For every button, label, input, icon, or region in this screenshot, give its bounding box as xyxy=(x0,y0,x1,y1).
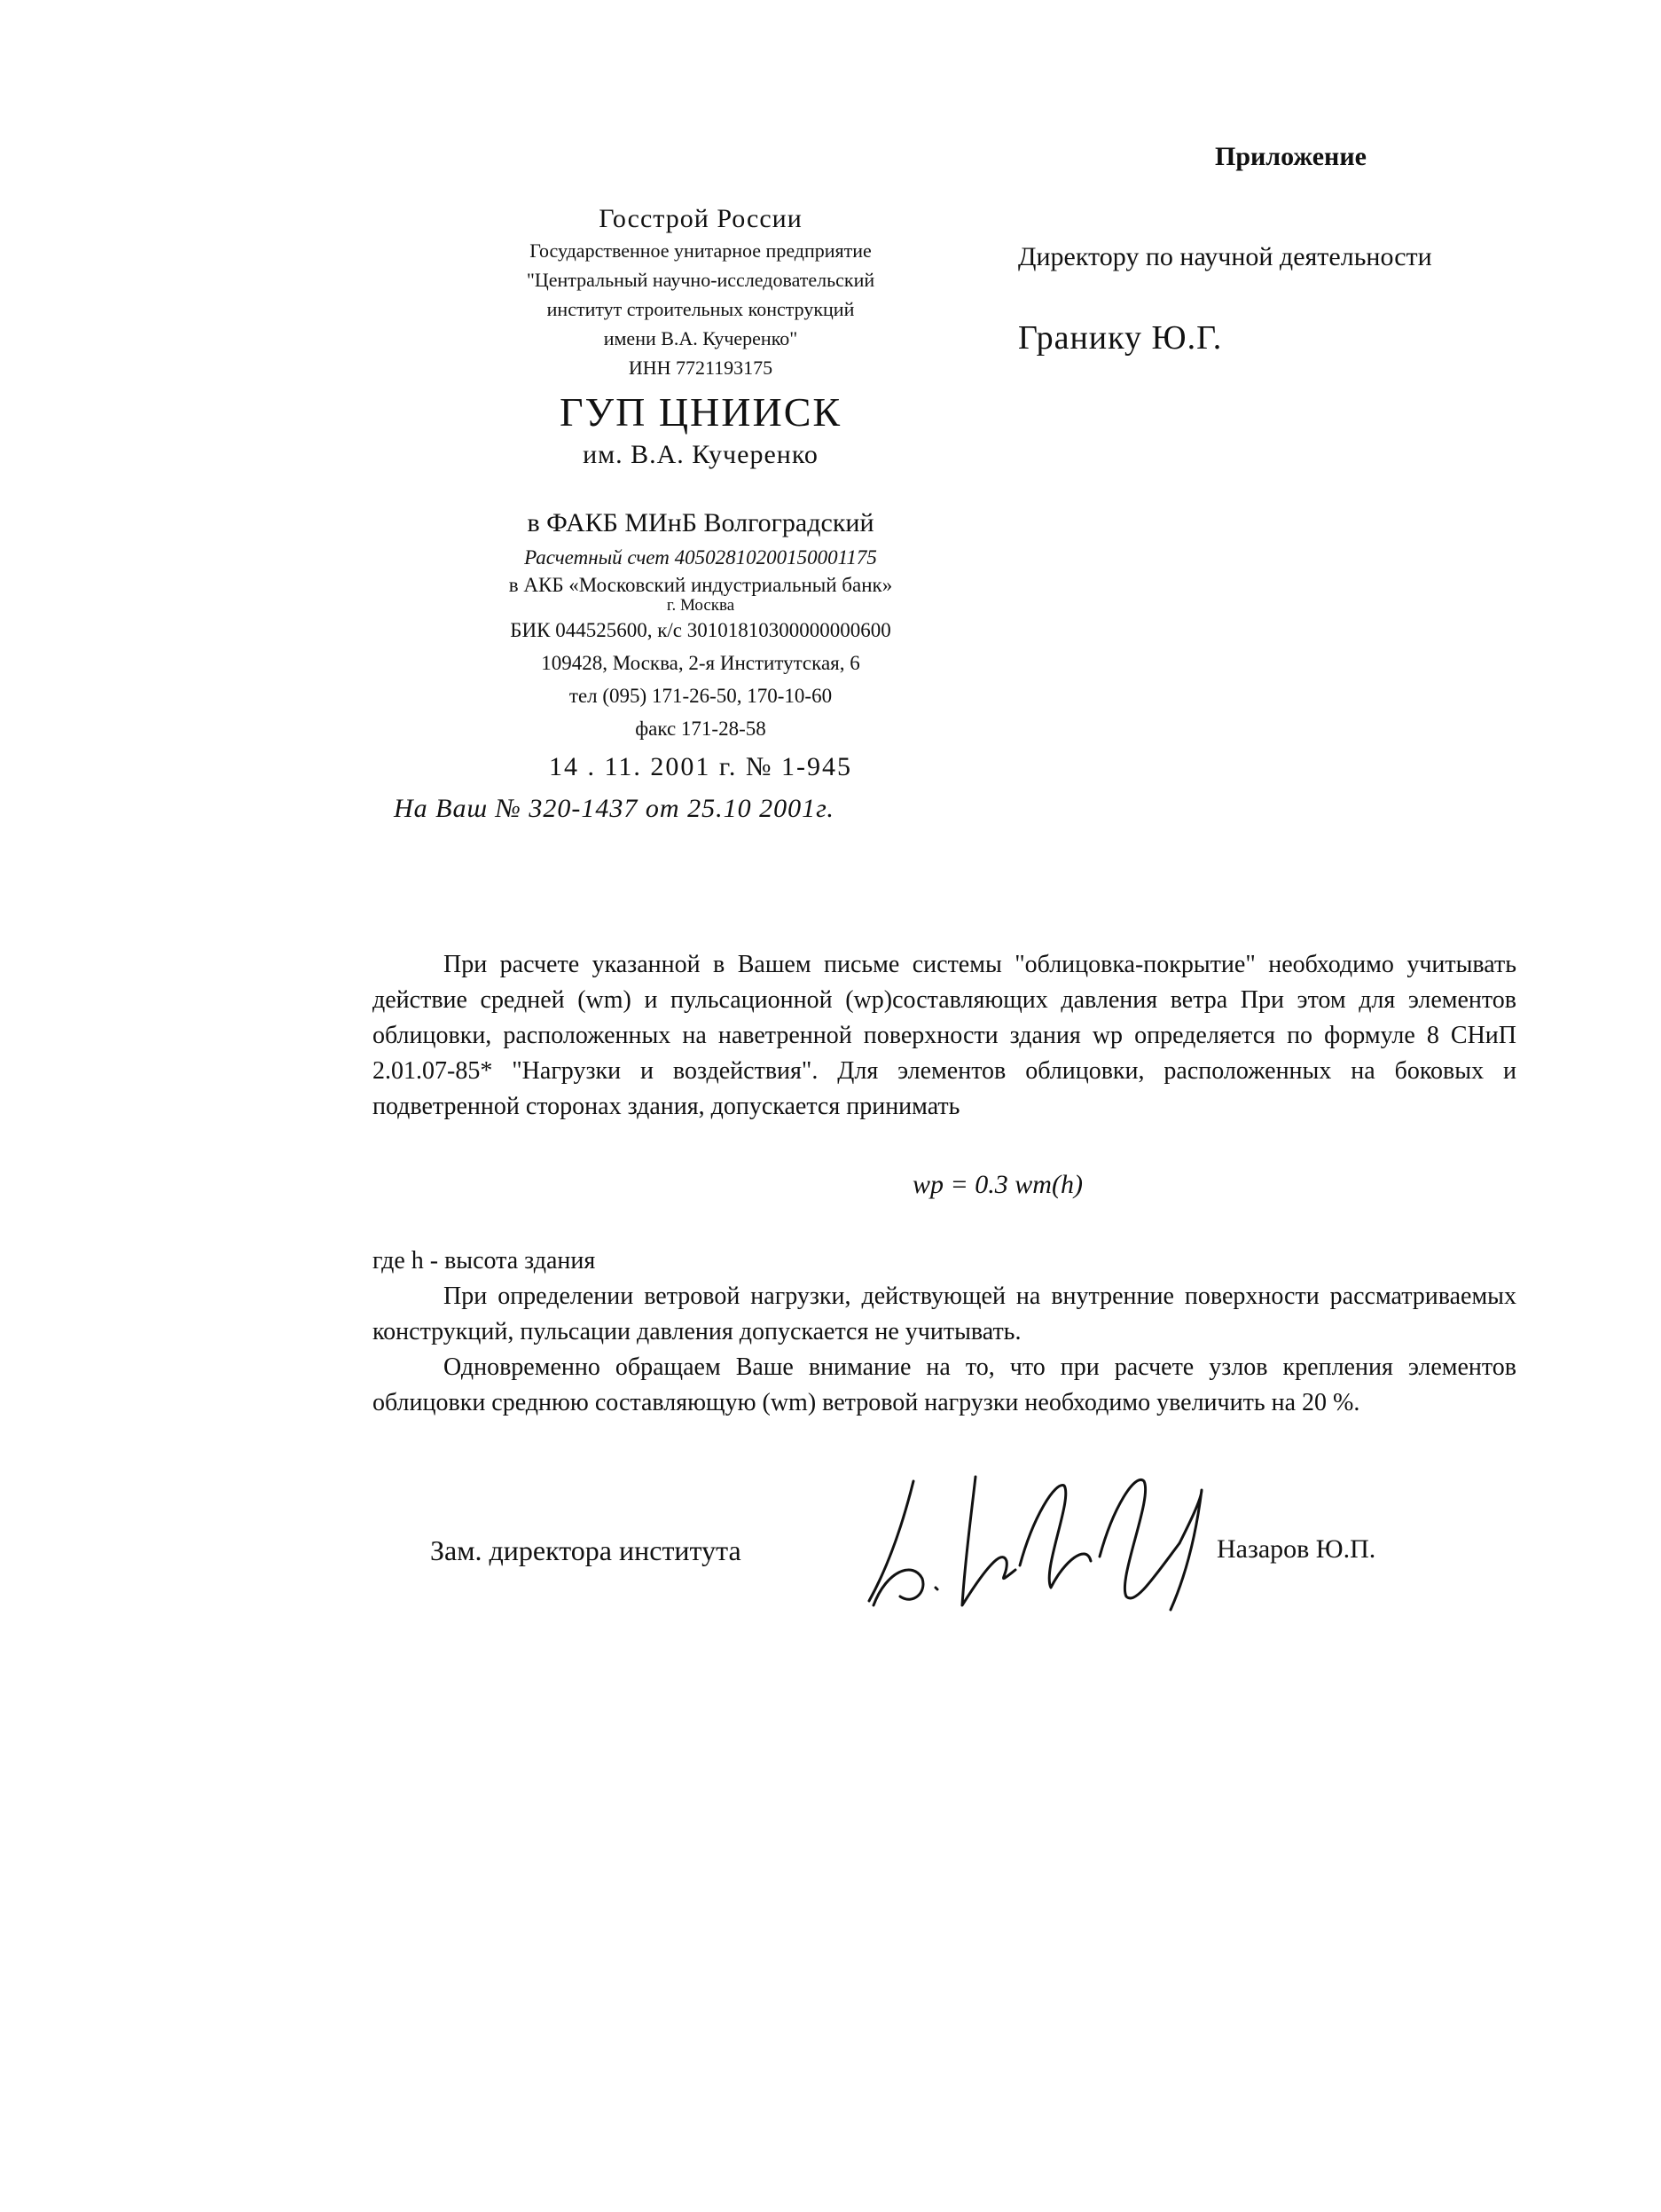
organization-short-name: ГУП ЦНИИСК xyxy=(559,388,842,435)
signatory-position: Зам. директора института xyxy=(430,1534,741,1566)
enterprise-line: имени В.А. Кучеренко" xyxy=(603,326,798,349)
formula-where: где h - высота здания xyxy=(372,1247,596,1275)
fax-line: факс 171-28-58 xyxy=(635,717,766,740)
body-paragraph: Одновременно обращаем Ваше внимание на то, что при расчете узлов крепления элементов облицовки среднюю составляющую (wm) ветровой нагрузки необходимо увеличить на 20 %. xyxy=(372,1353,1516,1416)
organization-sub-name: им. В.А. Кучеренко xyxy=(583,439,819,469)
body-paragraph: При определении ветровой нагрузки, действующей на внутренние поверхности рассматриваемых конструкций, пульсации давления допускается не учитывать. xyxy=(372,1282,1516,1345)
date-number: 14 . 11. 2001 г. № 1-945 xyxy=(549,751,852,781)
body-paragraph: При расчете указанной в Вашем письме системы "облицовка-покрытие" необходимо учитывать действие средней (wm) и пульсационной (wp)составляющих давления ветра При этом для элементов облицовки, расположенных на наветренной поверхности здания wp определяется по формуле 8 СНиП 2.01.07-85* "Нагрузки и воздействия". Для элементов облицовки, расположенных на боковых и подветренной сторонах здания, допускается принимать xyxy=(372,951,1516,1120)
appendix-label: Приложение xyxy=(1215,142,1367,171)
handwritten-signature xyxy=(851,1463,1224,1614)
bank-line: в ФАКБ МИнБ Волгоградский xyxy=(527,508,874,537)
enterprise-line: "Центральный научно-исследовательский xyxy=(526,268,875,291)
letter-body xyxy=(372,947,1516,1421)
letterhead xyxy=(381,202,1020,474)
agency-name: Госстрой России xyxy=(599,204,803,233)
addressee-title: Директору по научной деятельности xyxy=(1018,242,1432,271)
phone-line: тел (095) 171-26-50, 170-10-60 xyxy=(568,685,833,708)
reference-line: На Ваш № 320-1437 от 25.10 2001г. xyxy=(394,794,834,823)
bank-details xyxy=(381,506,1020,788)
addressee-name: Гранику Ю.Г. xyxy=(1018,319,1223,357)
enterprise-line: институт строительных конструкций xyxy=(546,297,855,320)
account-line: Расчетный счет 40502810200150001175 xyxy=(524,545,877,569)
bik-line: БИК 044525600, к/с 30101810300000000600 xyxy=(510,619,891,642)
bank-line: в АКБ «Московский индустриальный банк» xyxy=(508,574,893,597)
inn-line: ИНН 7721193175 xyxy=(628,356,773,379)
signatory-name: Назаров Ю.П. xyxy=(1217,1534,1376,1564)
address-line: 109428, Москва, 2-я Институтская, 6 xyxy=(541,652,860,675)
addressee xyxy=(1018,239,1432,360)
formula: wp = 0.3 wm(h) xyxy=(913,1170,1083,1199)
bank-city: г. Москва xyxy=(666,595,735,615)
enterprise-line: Государственное унитарное предприятие xyxy=(529,239,872,262)
